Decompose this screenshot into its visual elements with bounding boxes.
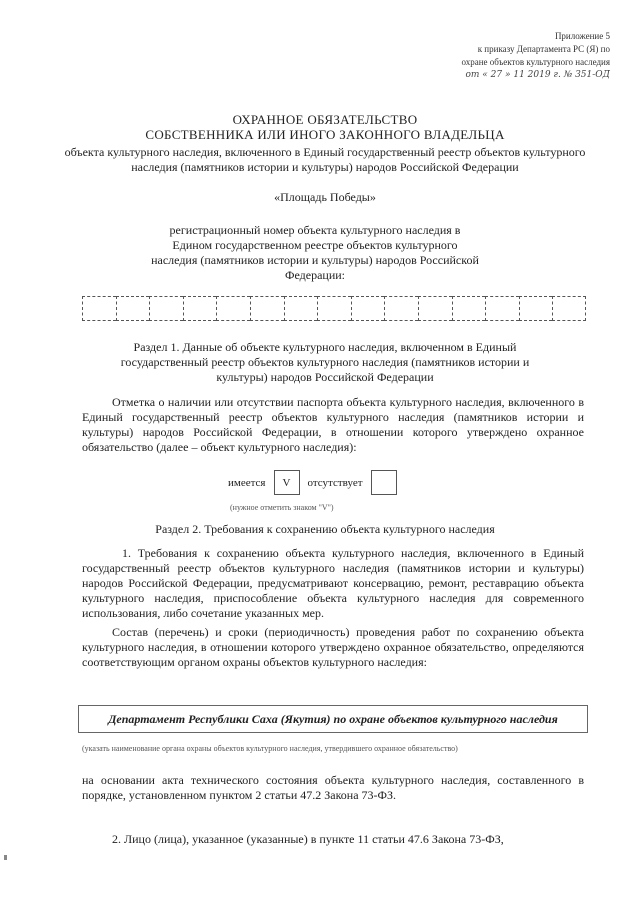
annex-header <box>420 30 610 82</box>
annex-line3: охране объектов культурного наследия <box>461 57 610 67</box>
section1-heading: Раздел 1. Данные об объекте культурного наследия, включенном в Единый государственный реестр объектов культурного наследия (памятников истории и культуры) народов Российской Федерации <box>120 340 530 384</box>
section2-heading: Раздел 2. Требования к сохранению объекта культурного наследия <box>155 522 495 536</box>
annex-line2: к приказу Департамента РС (Я) по <box>477 44 610 54</box>
reg-cell[interactable] <box>149 296 183 321</box>
reg-cell[interactable] <box>284 296 318 321</box>
section2-paragraph-3: на основании акта технического состояния объекта культурного наследия, составленного в порядке, установленном пунктом 2 статьи 47.2 Закона 73-ФЗ. <box>82 773 584 802</box>
annex-date-line: от « 27 » 11 2019 г. № 351-ОД <box>465 70 610 80</box>
object-name: «Площадь Победы» <box>274 190 376 204</box>
section2-paragraph-1: 1. Требования к сохранению объекта культурного наследия, включенного в Единый государственный реестр объектов культурного наследия (памятников истории и культуры) народов Российской Федерации, предусматривают консервацию, ремонт, реставрацию объекта культурного наследия, приспособление объекта культурного наследия для современного использования, либо сочетание указанных мер. <box>82 546 584 620</box>
authority-field[interactable]: Департамент Республики Саха (Якутия) по охране объектов культурного наследия <box>78 705 588 733</box>
document-title <box>60 112 590 142</box>
has-checkbox[interactable]: V <box>274 470 300 495</box>
reg-cell[interactable] <box>216 296 250 321</box>
check-hint: (нужное отметить знаком "V") <box>230 503 334 512</box>
reg-cell[interactable] <box>384 296 418 321</box>
reg-cell[interactable] <box>418 296 452 321</box>
section2-paragraph-2: Состав (перечень) и сроки (периодичность) проведения работ по сохранению объекта культурного наследия, в отношении которого утверждено охранное обязательство, определяются соответствующим органом охраны объектов культурного наследия: <box>82 625 584 669</box>
reg-cell[interactable] <box>116 296 150 321</box>
authority-hint: (указать наименование органа охраны объектов культурного наследия, утвердившего охранное обязательство) <box>82 744 458 753</box>
reg-cell[interactable] <box>519 296 553 321</box>
annex-line1: Приложение 5 <box>554 31 610 41</box>
section2-paragraph-4: 2. Лицо (лица), указанное (указанные) в пункте 11 статьи 47.6 Закона 73-ФЗ, <box>112 832 504 846</box>
reg-cell[interactable] <box>485 296 519 321</box>
title-line1: ОХРАННОЕ ОБЯЗАТЕЛЬСТВО <box>232 112 418 127</box>
reg-cell[interactable] <box>552 296 586 321</box>
reg-cell[interactable] <box>250 296 284 321</box>
section1-paragraph: Отметка о наличии или отсутствии паспорта объекта культурного наследия, включенного в Единый государственный реестр объектов культурного наследия (памятников истории и культуры) народов Российской Федерации, в отношении которого утверждено охранное обязательство (далее – объект культурного наследия): <box>82 395 584 454</box>
reg-cell[interactable] <box>82 296 116 321</box>
registration-number-grid <box>82 296 586 321</box>
title-line2: СОБСТВЕННИКА ИЛИ ИНОГО ЗАКОННОГО ВЛАДЕЛЬЦА <box>145 127 505 142</box>
registration-label: регистрационный номер объекта культурного наследия в Едином государственном реестре объектов культурного наследия (памятников истории и культуры) народов Российской Федерации: <box>151 223 479 282</box>
absent-label: отсутствует <box>307 476 363 489</box>
absent-checkbox[interactable] <box>371 470 397 495</box>
reg-cell[interactable] <box>452 296 486 321</box>
reg-cell[interactable] <box>351 296 385 321</box>
reg-cell[interactable] <box>183 296 217 321</box>
passport-choice <box>228 470 405 495</box>
has-label: имеется <box>228 476 266 489</box>
scan-mark <box>4 855 7 860</box>
title-subtitle: объекта культурного наследия, включенного в Единый государственный реестр объектов культурного наследия (памятников истории и культуры) народов Российской Федерации <box>64 145 586 174</box>
reg-cell[interactable] <box>317 296 351 321</box>
